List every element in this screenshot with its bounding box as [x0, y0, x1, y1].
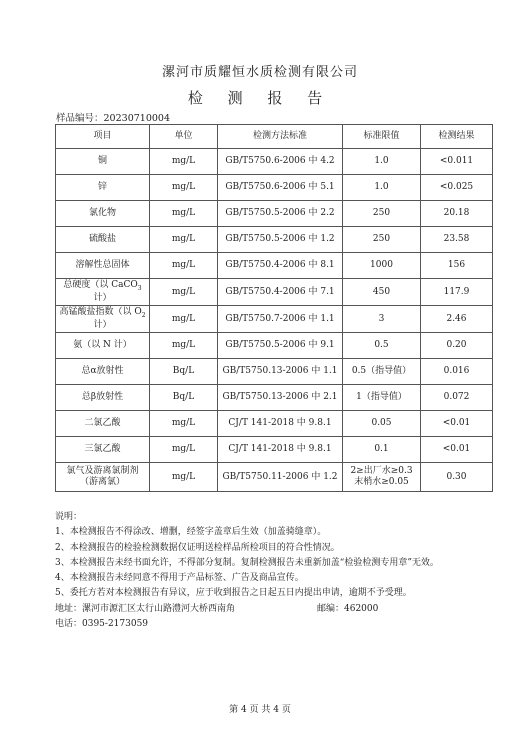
cell-item-text: 硫酸盐 — [88, 234, 116, 244]
column-header-unit: 单位 — [150, 125, 218, 149]
cell-unit — [150, 227, 218, 253]
cell-unit-text: Bq/L — [172, 392, 195, 402]
cell-result — [421, 279, 493, 306]
cell-limit — [343, 411, 421, 437]
cell-item-text: 二氯乙酸 — [84, 418, 121, 428]
cell-item-text: 总β放射性 — [81, 392, 124, 402]
table-body — [56, 149, 493, 492]
cell-method-text: GB/T5750.7-2006 中 1.1 — [225, 313, 335, 324]
cell-limit-text: 0.5（指导值） — [351, 366, 412, 376]
cell-limit-text: 1.0 — [374, 156, 389, 166]
cell-item — [56, 411, 150, 437]
cell-method — [218, 463, 343, 492]
postcode: 邮编：462000 — [317, 603, 379, 614]
address: 地址：漯河市源汇区太行山路澧河大桥西南角 — [55, 603, 236, 614]
cell-method — [218, 306, 343, 333]
cell-unit-text: mg/L — [171, 182, 196, 192]
cell-limit-text: 0.1 — [374, 444, 389, 454]
cell-result — [421, 201, 493, 227]
table-row — [56, 201, 493, 227]
cell-limit-text: 250 — [372, 234, 391, 244]
cell-item-text: 氨（以 N 计） — [73, 340, 132, 350]
cell-method-text: CJ/T 141-2018 中 9.8.1 — [228, 418, 332, 428]
cell-method — [218, 253, 343, 279]
cell-method-text: CJ/T 141-2018 中 9.8.1 — [228, 444, 332, 454]
table-row — [56, 463, 493, 492]
subscript: 3 — [137, 284, 142, 292]
cell-result — [421, 437, 493, 463]
cell-result-text: <0.01 — [442, 418, 471, 428]
results-table — [55, 124, 493, 492]
cell-result-text: 0.30 — [446, 471, 467, 482]
cell-result — [421, 411, 493, 437]
report-title: 检 测 报 告 — [187, 89, 333, 107]
cell-item — [56, 437, 150, 463]
cell-result-text: 20.18 — [443, 208, 470, 218]
cell-item-text: 高锰酸盐指数（以 O — [59, 306, 142, 317]
cell-item-text: 溶解性总固体 — [75, 260, 130, 270]
note-item: 4、本检测报告未经同意不得用于产品标签、广告及商品宣传。 — [55, 573, 304, 584]
cell-limit — [343, 463, 421, 492]
cell-item-tail: 计） — [93, 293, 112, 304]
column-header-result: 检测结果 — [421, 125, 493, 149]
cell-limit-text: 0.05 — [371, 418, 392, 428]
cell-item — [56, 385, 150, 411]
cell-limit-text: 1（指导值） — [356, 392, 407, 402]
cell-unit-text: mg/L — [171, 234, 196, 244]
cell-unit — [150, 437, 218, 463]
cell-result-text: 156 — [447, 260, 466, 270]
cell-method — [218, 149, 343, 175]
cell-result-text: 0.072 — [443, 392, 470, 402]
notes-heading: 说明： — [55, 512, 83, 522]
cell-unit — [150, 463, 218, 492]
cell-unit-text: mg/L — [171, 313, 196, 324]
cell-item — [56, 306, 150, 333]
cell-item-text: 氯化物 — [88, 208, 116, 218]
cell-item — [56, 201, 150, 227]
page-number: 第 4 页 共 4 页 — [229, 705, 291, 715]
cell-unit-text: mg/L — [171, 208, 196, 218]
cell-item — [56, 149, 150, 175]
cell-unit — [150, 411, 218, 437]
cell-unit-text: mg/L — [171, 286, 196, 297]
phone: 电话：0395-2173059 — [55, 619, 149, 630]
cell-item-tail: 计） — [93, 320, 112, 331]
cell-method — [218, 201, 343, 227]
company-name: 漯河市质耀恒水质检测有限公司 — [161, 65, 358, 80]
cell-method-text: GB/T5750.5-2006 中 9.1 — [225, 340, 335, 350]
cell-item-text: 三氯乙酸 — [84, 444, 121, 454]
cell-result — [421, 253, 493, 279]
table-row — [56, 279, 493, 306]
cell-limit-text: 1000 — [370, 260, 393, 270]
cell-limit-text: 450 — [372, 286, 391, 297]
cell-limit — [343, 359, 421, 385]
table-row — [56, 437, 493, 463]
cell-item-text: 锌 — [97, 182, 107, 192]
sample-number-value: 20230710004 — [103, 113, 171, 124]
cell-method-text: GB/T5750.13-2006 中 1.1 — [222, 366, 338, 376]
table-row — [56, 306, 493, 333]
cell-unit — [150, 359, 218, 385]
cell-unit — [150, 279, 218, 306]
cell-unit — [150, 253, 218, 279]
cell-item-text: 氯气及游离氯制剂（游离氯） — [66, 466, 139, 487]
table-row — [56, 175, 493, 201]
cell-method-text: GB/T5750.5-2006 中 1.2 — [225, 234, 335, 244]
cell-result — [421, 227, 493, 253]
cell-method — [218, 385, 343, 411]
cell-limit — [343, 227, 421, 253]
note-item: 2、本检测报告的检验检测数据仅证明送检样品所检项目的符合性情况。 — [55, 542, 340, 553]
notes-section — [55, 510, 495, 632]
cell-method — [218, 411, 343, 437]
cell-result-text: <0.011 — [439, 156, 474, 166]
cell-method-text: GB/T5750.4-2006 中 8.1 — [225, 260, 335, 270]
cell-method — [218, 175, 343, 201]
cell-limit — [343, 437, 421, 463]
column-header-item: 项目 — [56, 125, 150, 149]
column-header-method: 检测方法标准 — [218, 125, 343, 149]
cell-item — [56, 227, 150, 253]
cell-unit-text: mg/L — [171, 340, 196, 350]
cell-method-text: GB/T5750.11-2006 中 1.2 — [222, 471, 338, 482]
cell-unit — [150, 175, 218, 201]
note-item: 3、本检测报告未经书面允许，不得部分复制。复制检测报告未重新加盖“检验检测专用章”无效。 — [55, 557, 439, 568]
table-header-row — [56, 125, 493, 149]
note-item: 5、委托方若对本检测报告有异议，应于收到报告之日起五日内提出申请，逾期不予受理。 — [55, 588, 412, 599]
cell-unit — [150, 385, 218, 411]
sample-number — [56, 110, 170, 124]
sample-number-label: 样品编号： — [56, 113, 104, 124]
cell-method-text: GB/T5750.4-2006 中 7.1 — [225, 286, 335, 297]
cell-limit-text: 3 — [378, 313, 385, 324]
cell-result-text: 0.016 — [443, 366, 470, 376]
cell-limit-text: 1.0 — [374, 182, 389, 192]
table-row — [56, 359, 493, 385]
cell-item — [56, 253, 150, 279]
cell-result — [421, 306, 493, 333]
cell-result — [421, 385, 493, 411]
cell-item — [56, 279, 150, 306]
subscript: 2 — [141, 311, 146, 319]
cell-unit-text: Bq/L — [172, 366, 195, 376]
cell-result-text: <0.025 — [439, 182, 474, 192]
address-row — [55, 602, 495, 617]
cell-unit — [150, 201, 218, 227]
table-row — [56, 227, 493, 253]
cell-limit — [343, 201, 421, 227]
cell-item — [56, 359, 150, 385]
cell-method-text: GB/T5750.13-2006 中 2.1 — [222, 392, 338, 402]
column-header-limit: 标准限值 — [343, 125, 421, 149]
cell-result — [421, 463, 493, 492]
table-row — [56, 253, 493, 279]
cell-method — [218, 279, 343, 306]
cell-method — [218, 359, 343, 385]
cell-result — [421, 175, 493, 201]
table-row — [56, 385, 493, 411]
table-row — [56, 333, 493, 359]
table-row — [56, 411, 493, 437]
cell-result-text: 0.20 — [446, 340, 467, 350]
cell-unit — [150, 306, 218, 333]
cell-result-text: <0.01 — [442, 444, 471, 454]
cell-method — [218, 227, 343, 253]
cell-result — [421, 359, 493, 385]
cell-limit — [343, 253, 421, 279]
cell-unit-text: mg/L — [171, 156, 196, 166]
cell-item-text: 铜 — [97, 156, 107, 166]
cell-unit-text: mg/L — [171, 260, 196, 270]
cell-result-text: 23.58 — [443, 234, 470, 244]
cell-item — [56, 463, 150, 492]
cell-unit-text: mg/L — [171, 471, 196, 482]
table-row — [56, 149, 493, 175]
cell-item-text: 总α放射性 — [81, 366, 124, 376]
cell-unit-text: mg/L — [171, 418, 196, 428]
cell-method — [218, 333, 343, 359]
cell-limit-text: 2≥出厂水≥0.3 — [350, 466, 413, 476]
cell-item-text: 总硬度（以 CaCO — [63, 279, 138, 290]
cell-limit-text: 0.5 — [374, 340, 389, 350]
note-item: 1、本检测报告不得涂改、增删，经签字盖章后生效（加盖骑缝章）。 — [55, 527, 327, 538]
cell-unit — [150, 149, 218, 175]
cell-limit-text: 250 — [372, 208, 391, 218]
cell-limit — [343, 175, 421, 201]
cell-item — [56, 175, 150, 201]
cell-limit — [343, 385, 421, 411]
cell-method — [218, 437, 343, 463]
cell-result-text: 2.46 — [446, 313, 467, 324]
cell-method-text: GB/T5750.5-2006 中 2.2 — [225, 208, 335, 218]
cell-limit — [343, 306, 421, 333]
cell-unit — [150, 333, 218, 359]
cell-limit-line2: 末梢水≥0.05 — [354, 477, 409, 487]
cell-result — [421, 149, 493, 175]
cell-item — [56, 333, 150, 359]
cell-limit — [343, 333, 421, 359]
cell-result-text: 117.9 — [443, 286, 470, 297]
cell-result — [421, 333, 493, 359]
cell-method-text: GB/T5750.6-2006 中 5.1 — [225, 182, 335, 192]
cell-unit-text: mg/L — [171, 444, 196, 454]
cell-limit — [343, 149, 421, 175]
cell-method-text: GB/T5750.6-2006 中 4.2 — [225, 156, 335, 166]
cell-limit — [343, 279, 421, 306]
